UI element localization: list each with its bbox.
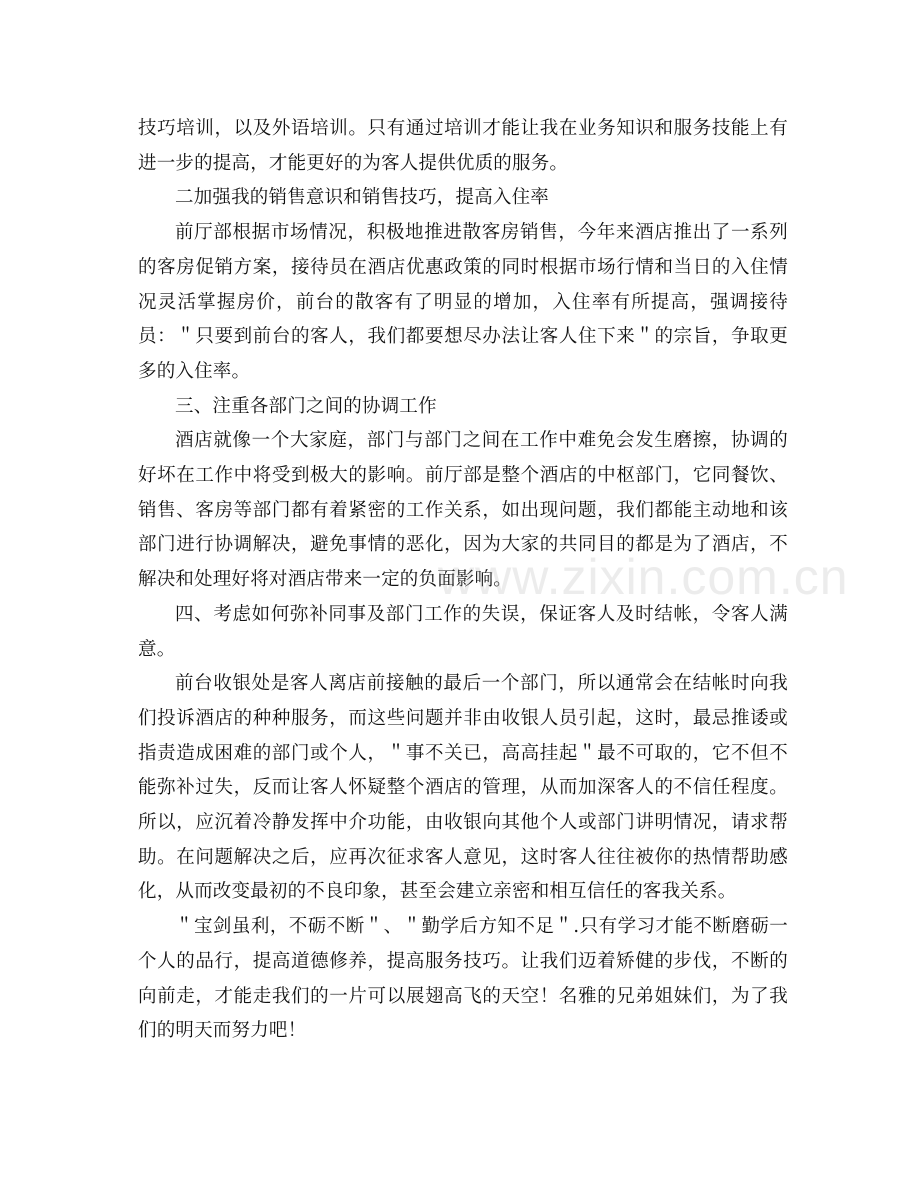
section-heading-coordination: 三、注重各部门之间的协调工作 (175, 395, 437, 417)
paragraph-cashier: 前台收银处是客人离店前接触的最后一个部门，所以通常会在结帐时向我们投诉酒店的种种服务，而这些问题并非由收银人员引起，这时，最忌推诿或指责造成困难的部门或个人，＂事不关已，高高挂起＂最不可取的，它不但不能弥补过失，反而让客人怀疑整个酒店的管理，从而加深客人的不信任程度。所以，应沉着冷静发挥中介功能，由收银向其他个人或部门讲明情况，请求帮助。在问题解决之后，应再次征求客人意见，这时客人往往被你的热情帮助感化，从而改变最初的不良印象，甚至会建立亲密和相互信任的客我关系。 (138, 673, 788, 903)
section-heading-sales: 二加强我的销售意识和销售技巧，提高入住率 (175, 187, 550, 209)
paragraph-coordination: 酒店就像一个大家庭，部门与部门之间在工作中难免会发生磨擦，协调的好坏在工作中将受到极大的影响。前厅部是整个酒店的中枢部门，它同餐饮、销售、客房等部门都有着紧密的工作关系，如出现问题，我们都能主动地和该部门进行协调解决，避免事情的恶化，因为大家的共同目的都是为了酒店，不解决和处理好将对酒店带来一定的负面影响。 (138, 430, 788, 591)
paragraph-continuation: 技巧培训，以及外语培训。只有通过培训才能让我在业务知识和服务技能上有进一步的提高，才能更好的为客人提供优质的服务。 (138, 118, 788, 174)
section-heading-mistakes: 四、考虑如何弥补同事及部门工作的失误，保证客人及时结帐，令客人满意。 (138, 603, 788, 660)
paragraph-sales: 前厅部根据市场情况，积极地推进散客房销售，今年来酒店推出了一系列的客房促销方案，接待员在酒店优惠政策的同时根据市场行情和当日的入住情况灵活掌握房价，前台的散客有了明显的增加，入住率有所提高，强调接待员：＂只要到前台的客人，我们都要想尽办法让客人住下来＂的宗旨，争取更多的入住率。 (138, 222, 788, 382)
site-watermark: www.zixin.com.cn (438, 549, 849, 605)
document-body (138, 112, 788, 1049)
paragraph-closing: ＂宝剑虽利，不砺不断＂、＂勤学后方知不足＂.只有学习才能不断磨砺一个人的品行，提高道德修养，提高服务技巧。让我们迈着矫健的步伐，不断的向前走，才能走我们的一片可以展翅高飞的天空！名雅的兄弟姐妹们，为了我们的明天而努力吧！ (138, 916, 788, 1042)
